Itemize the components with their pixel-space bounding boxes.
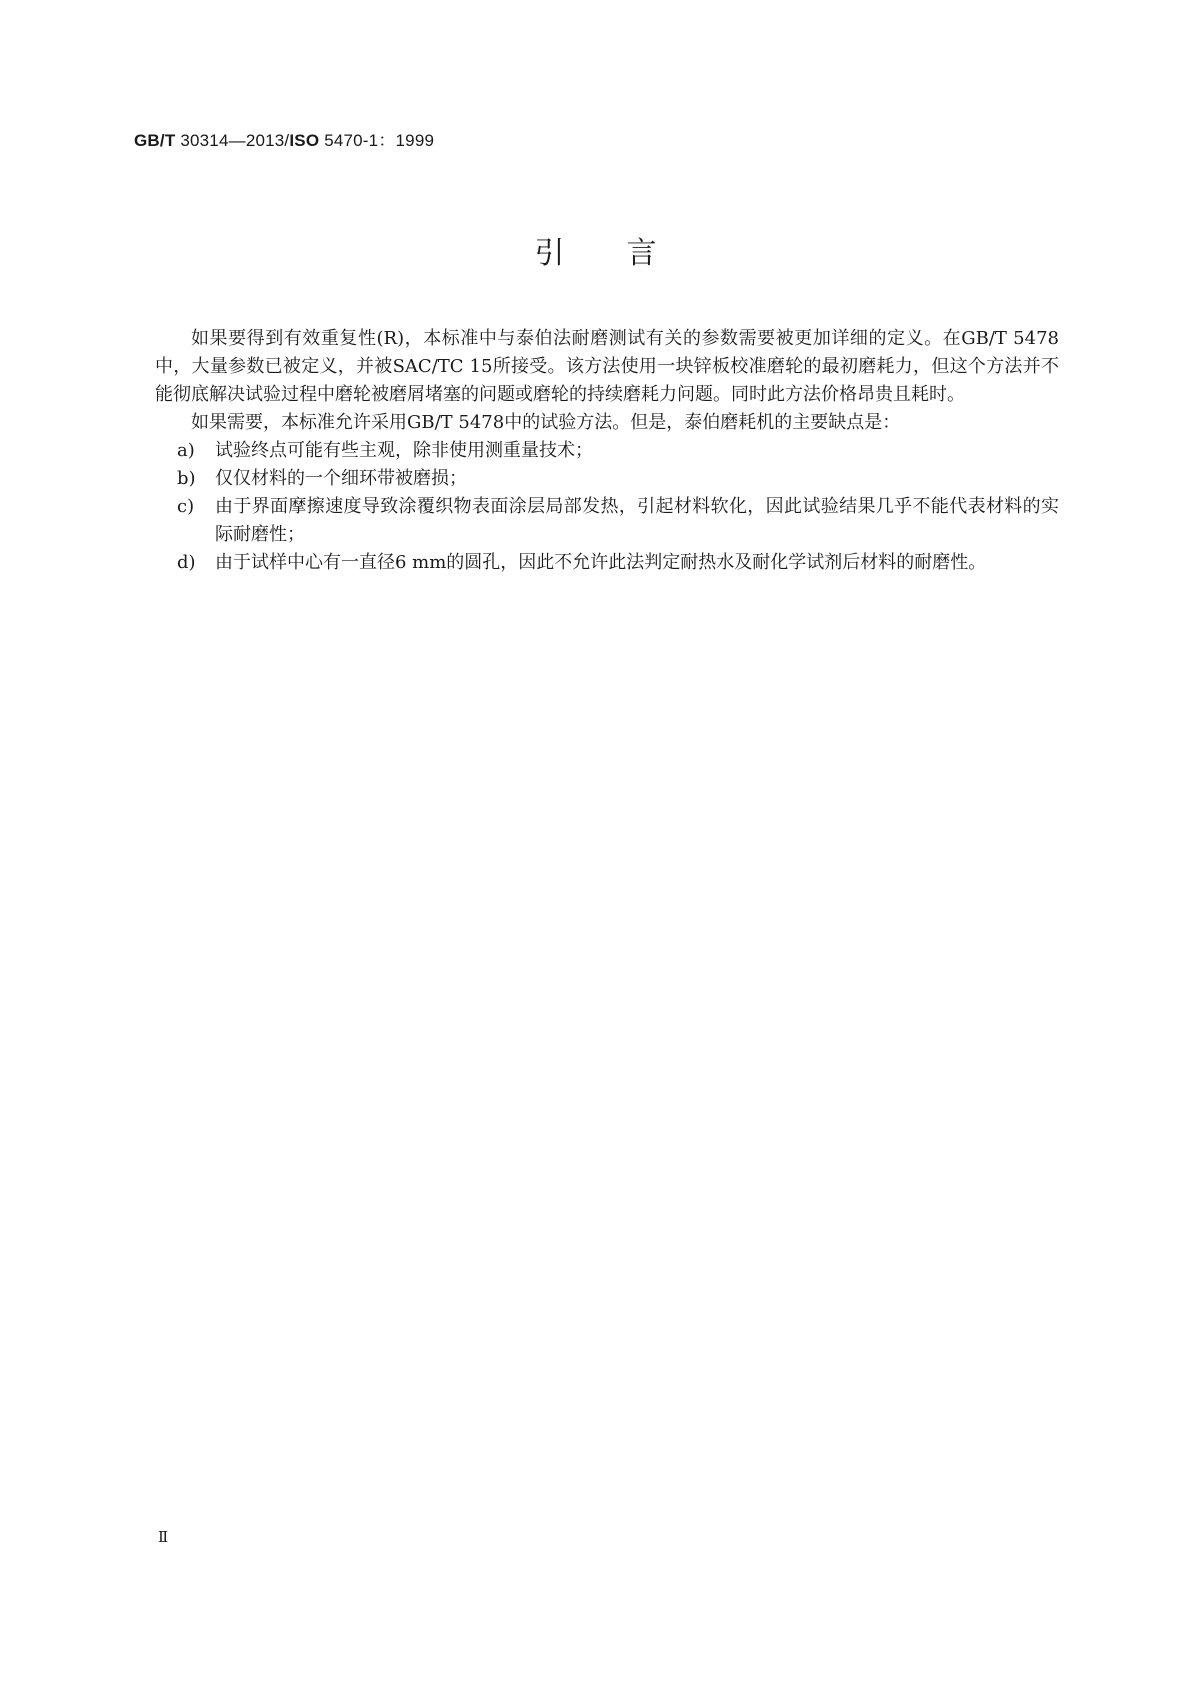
list-item-text: 由于试样中心有一直径6 mm的圆孔，因此不允许此法判定耐热水及耐化学试剂后材料的耐磨性。 (215, 552, 987, 573)
list-marker: c) (177, 496, 195, 517)
list-item-text: 试验终点可能有些主观，除非使用测重量技术； (215, 440, 593, 461)
header-iso-prefix: ISO (289, 131, 320, 150)
list-item (155, 493, 1059, 549)
header-iso-number: 5470-1：1999 (319, 131, 435, 150)
list-item (155, 465, 1059, 493)
list-item-text: 由于界面摩擦速度导致涂覆织物表面涂层局部发热，引起材料软化，因此试验结果几乎不能代表材料的实际耐磨性； (215, 496, 1059, 545)
document-header (134, 126, 434, 151)
page-number: Ⅱ (158, 1528, 169, 1546)
list-marker: b) (177, 468, 196, 489)
list-marker: a) (177, 440, 195, 461)
header-gb-prefix: GB/T (134, 131, 176, 150)
header-gb-number: 30314—2013/ (175, 131, 290, 150)
list-marker: d) (177, 552, 196, 573)
introduction-body (155, 325, 1059, 577)
paragraph-2: 如果需要，本标准允许采用GB/T 5478中的试验方法。但是，泰伯磨耗机的主要缺点是： (191, 412, 901, 433)
list-item-text: 仅仅材料的一个细环带被磨损； (215, 468, 467, 489)
page-title: 引言 (534, 236, 719, 271)
list-item (155, 549, 1059, 577)
paragraph-1: 如果要得到有效重复性(R)，本标准中与泰伯法耐磨测试有关的参数需要被更加详细的定义。在GB/T 5478中，大量参数已被定义，并被SAC/TC 15所接受。该方法使用一块锌板校准磨轮的最初磨耗力，但这个方法并不能彻底解决试验过程中磨轮被磨屑堵塞的问题或磨轮的持续磨耗力问题。同时此方法价格昂贵且耗时。 (155, 328, 1059, 405)
list-item (155, 437, 1059, 465)
